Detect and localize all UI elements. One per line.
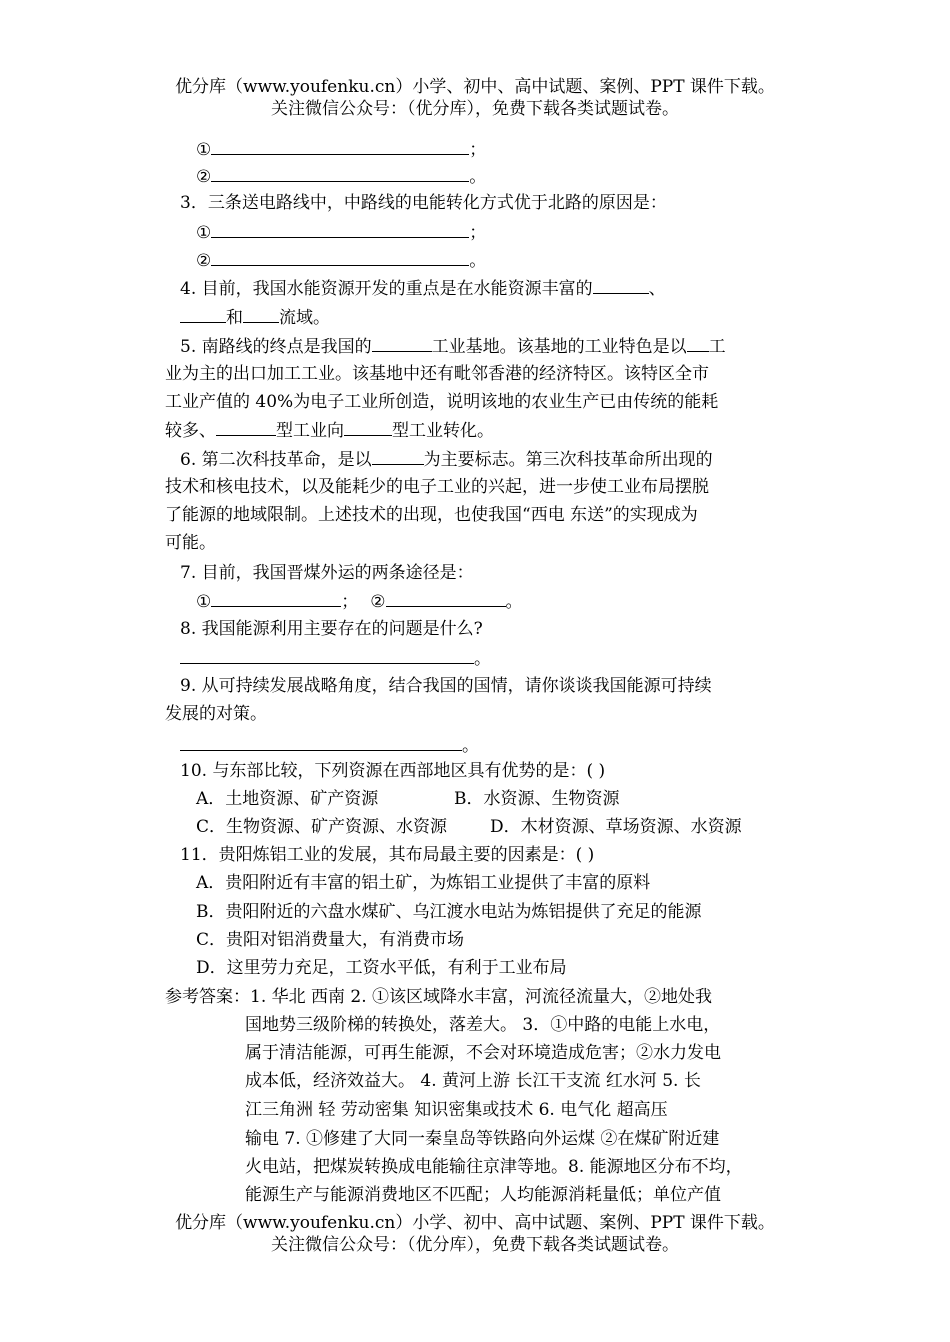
q5-text: 工业基地。该基地的工业特色是以 [431, 337, 687, 357]
q5-text: 5. 南路线的终点是我国的 [180, 337, 372, 357]
q5-text: 较多、 [165, 421, 216, 441]
punct: ； [469, 223, 487, 243]
punct: 。 [462, 736, 479, 756]
punct: 。 [469, 167, 487, 187]
punct: ； [469, 140, 487, 160]
q10-option-d[interactable]: D．木材资源、草场资源、水资源 [490, 817, 742, 837]
q5-line-3: 工业产值的 40%为电子工业所创造，说明该地的农业生产已由传统的能耗 [165, 392, 719, 412]
header-line-2: 关注微信公众号：（优分库），免费下载各类试题试卷。 [271, 99, 679, 119]
answer-blank[interactable] [180, 647, 474, 664]
punct: 、 [648, 279, 666, 299]
answers-line-6: 输电 7. ①修建了大同一秦皇岛等铁路向外运煤 ②在煤矿附近建 [245, 1129, 720, 1149]
q9-blank-row [180, 734, 479, 757]
q6-line-2: 技术和核电技术，以及能耗少的电子工业的兴起，进一步使工业布局摆脱 [165, 477, 709, 497]
answers-line-8: 能源生产与能源消费地区不匹配；人均能源消耗量低；单位产值 [245, 1185, 721, 1205]
q5-line-2: 业为主的出口加工工业。该基地中还有毗邻香港的经济特区。该特区全市 [165, 364, 709, 384]
punct: ； [341, 592, 359, 612]
q9-line-1: 9. 从可持续发展战略角度，结合我国的国情，请你谈谈我国能源可持续 [180, 676, 712, 696]
q8-blank-row [180, 647, 491, 670]
q6-text: 6. 第二次科技革命，是以 [180, 450, 372, 470]
q7-blanks [196, 590, 523, 613]
answer-blank[interactable] [687, 335, 709, 352]
q9-line-2: 发展的对策。 [165, 704, 267, 724]
answer-blank[interactable] [243, 306, 279, 323]
answers-line-2: 国地势三级阶梯的转换处，落差大。 3．①中路的电能上水电， [245, 1015, 721, 1035]
answers-line-7: 火电站，把煤炭转换成电能输往京津等地。8. 能源地区分布不均， [245, 1157, 743, 1177]
answer-blank[interactable] [216, 419, 276, 436]
q8-stem: 8. 我国能源利用主要存在的问题是什么? [180, 619, 483, 639]
answer-blank[interactable] [211, 249, 469, 266]
answers-text: 1. 华北 西南 2. ①该区域降水丰富，河流径流量大，②地处我 [250, 987, 713, 1007]
circled-1: ① [196, 223, 212, 243]
answer-blank[interactable] [211, 221, 469, 238]
answer-blank[interactable] [344, 419, 392, 436]
q5-line-4 [165, 419, 494, 442]
q4-text: 4. 目前，我国水能资源开发的重点是在水能资源丰富的 [180, 279, 593, 299]
answer-blank[interactable] [372, 448, 424, 465]
q4-text: 和 [226, 308, 243, 328]
footer-line-1: 优分库（www.youfenku.cn）小学、初中、高中试题、案例、PPT 课件下载。 [175, 1213, 775, 1233]
answer-blank[interactable] [180, 734, 462, 751]
q2-blank-1-row [196, 138, 486, 161]
q10-option-c[interactable]: C．生物资源、矿产资源、水资源 [196, 817, 448, 837]
q10-option-a[interactable]: A．土地资源、矿产资源 [196, 789, 379, 809]
header-line-1: 优分库（www.youfenku.cn）小学、初中、高中试题、案例、PPT 课件下载。 [175, 77, 775, 97]
punct: 。 [469, 251, 487, 271]
q10-stem: 10. 与东部比较，下列资源在西部地区具有优势的是：( ) [180, 761, 606, 781]
circled-2: ② [196, 251, 212, 271]
q3-blank-1-row [196, 221, 486, 244]
q2-blank-2-row [196, 165, 486, 188]
circled-2: ② [196, 167, 212, 187]
circled-2: ② [370, 592, 386, 612]
answer-blank[interactable] [211, 165, 469, 182]
q7-stem: 7. 目前，我国晋煤外运的两条途径是： [180, 563, 474, 583]
punct: 。 [474, 649, 491, 669]
q6-text: 为主要标志。第三次科技革命所出现的 [423, 450, 713, 470]
q3-stem: 3．三条送电路线中，中路线的电能转化方式优于北路的原因是： [180, 193, 667, 213]
q11-option-b[interactable]: B．贵阳附近的六盘水煤矿、乌江渡水电站为炼铝提供了充足的能源 [196, 902, 702, 922]
q5-text: 工 [708, 337, 726, 357]
q4-line-2 [180, 306, 330, 329]
punct: 。 [505, 592, 523, 612]
answers-line-4: 成本低，经济效益大。 4. 黄河上游 长江干支流 红水河 5. 长 [245, 1071, 701, 1091]
answer-blank[interactable] [211, 138, 469, 155]
circled-1: ① [196, 592, 212, 612]
q11-option-a[interactable]: A．贵阳附近有丰富的铝土矿，为炼铝工业提供了丰富的原料 [196, 873, 651, 893]
q11-stem: 11．贵阳炼铝工业的发展，其布局最主要的因素是：( ) [180, 845, 595, 865]
answer-blank[interactable] [180, 306, 226, 323]
footer-line-2: 关注微信公众号：（优分库），免费下载各类试题试卷。 [271, 1235, 679, 1255]
answer-blank[interactable] [593, 277, 649, 294]
q11-option-d[interactable]: D．这里劳力充足，工资水平低，有利于工业布局 [196, 958, 567, 978]
q6-line-1 [180, 448, 713, 471]
q6-line-4: 可能。 [165, 533, 216, 553]
q6-line-3: 了能源的地域限制。上述技术的出现，也使我国“西电 东送”的实现成为 [165, 505, 698, 525]
q3-blank-2-row [196, 249, 486, 272]
answers-label: 参考答案： [165, 987, 250, 1007]
circled-1: ① [196, 140, 212, 160]
answer-blank[interactable] [211, 590, 341, 607]
answers-line-5: 江三角洲 轻 劳动密集 知识密集或技术 6. 电气化 超高压 [245, 1100, 668, 1120]
q5-text: 型工业转化。 [392, 421, 494, 441]
q11-option-c[interactable]: C．贵阳对铝消费量大，有消费市场 [196, 930, 465, 950]
answers-line-3: 属于清洁能源，可再生能源，不会对环境造成危害；②水力发电 [245, 1043, 721, 1063]
q5-text: 型工业向 [276, 421, 344, 441]
q10-option-b[interactable]: B．水资源、生物资源 [454, 789, 620, 809]
answers-line-1 [165, 986, 712, 1008]
q5-line-1 [180, 335, 726, 358]
answer-blank[interactable] [386, 590, 506, 607]
q4-text: 流域。 [279, 308, 330, 328]
answer-blank[interactable] [372, 335, 432, 352]
q4-line-1 [180, 277, 666, 300]
